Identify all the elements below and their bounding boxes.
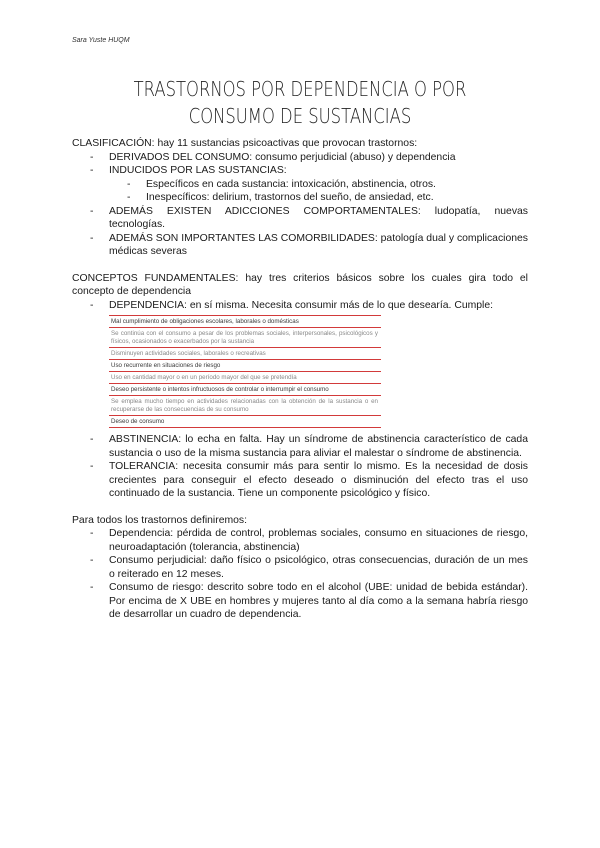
list-item: - INDUCIDOS POR LAS SUSTANCIAS: [90, 165, 287, 176]
list-item: - ADEMÁS EXISTEN ADICCIONES COMPORTAMENTALES: ludopatía, nuevas tecnologías. [90, 205, 528, 230]
conceptos-intro: CONCEPTOS FUNDAMENTALES: hay tres criterios básicos sobre los cuales gira todo el concepto de dependencia [72, 272, 528, 297]
page-title: TRASTORNOS POR DEPENDENCIA O POR CONSUMO DE SUSTANCIAS [133, 77, 467, 128]
sub-list-item: - Específicos en cada sustancia: intoxicación, abstinencia, otros. [127, 178, 436, 190]
dependencia-item: - DEPENDENCIA: en sí misma. Necesita consumir más de lo que desearía. Cumple: [90, 299, 494, 311]
table-row: Se emplea mucho tiempo en actividades relacionadas con la obtención de la sustancia o en recuperarse de las consecuencias de su consumo [109, 396, 381, 416]
list-item: - Consumo perjudicial: daño físico o psicológico, otras consecuencias, duración de un mes o reiterado en 12 meses. [90, 555, 528, 580]
table-row: Uso en cantidad mayor o en un período mayor del que se pretendía [109, 372, 381, 384]
clasificacion-list [72, 151, 528, 259]
list-item: - ADEMÁS SON IMPORTANTES LAS COMORBILIDADES: patología dual y complicaciones médicas severas [90, 232, 528, 257]
list-item: - Consumo de riesgo: descrito sobre todo en el alcohol (UBE: unidad de bebida estándar). Por encima de X UBE en hombres y mujeres tanto al día como a la semana habría riesgo de desarrollar un cuadro de dependencia. [90, 582, 528, 620]
conceptos-list-2 [72, 433, 528, 501]
abstinencia-item: - ABSTINENCIA: lo echa en falta. Hay un síndrome de abstinencia característico de cada sustancia o uso de la misma sustancia para aliviar el malestar o síndrome de abstinencia. [90, 434, 528, 459]
clasificacion-intro: CLASIFICACIÓN: hay 11 sustancias psicoactivas que provocan trastornos: [72, 138, 418, 149]
definiciones-list [72, 527, 528, 622]
table-row: Mal cumplimiento de obligaciones escolares, laborales o domésticas [109, 316, 381, 328]
table-row: Uso recurrente en situaciones de riesgo [109, 360, 381, 372]
table-row: Deseo persistente o intentos infructuosos de controlar o interrumpir el consumo [109, 384, 381, 396]
table-row: Se continúa con el consumo a pesar de los problemas sociales, interpersonales, psicológicos y físicos, ocasionados o exacerbados por la sustancia [109, 328, 381, 348]
author-header: Sara Yuste HUQM [72, 37, 130, 44]
list-item: - Dependencia: pérdida de control, problemas sociales, consumo en situaciones de riesgo, neuroadaptación (tolerancia, abstinencia) [90, 528, 528, 553]
definiciones-intro: Para todos los trastornos definiremos: [72, 514, 247, 526]
sub-list-item: - Inespecíficos: delirium, trastornos del sueño, de ansiedad, etc. [127, 192, 434, 203]
criteria-table [109, 315, 381, 428]
conceptos-list [72, 299, 528, 313]
table-row: Disminuyen actividades sociales, laborales o recreativas [109, 348, 381, 360]
list-item: - DERIVADOS DEL CONSUMO: consumo perjudicial (abuso) y dependencia [90, 151, 456, 163]
document-body [72, 137, 528, 622]
table-row: Deseo de consumo [109, 416, 381, 428]
tolerancia-item: - TOLERANCIA: necesita consumir más para sentir lo mismo. Es la necesidad de dosis crecientes para conseguir el efecto deseado o disminución del efecto tras el uso continuado de la sustancia. Tiene un componente psicológico y físico. [90, 461, 528, 499]
